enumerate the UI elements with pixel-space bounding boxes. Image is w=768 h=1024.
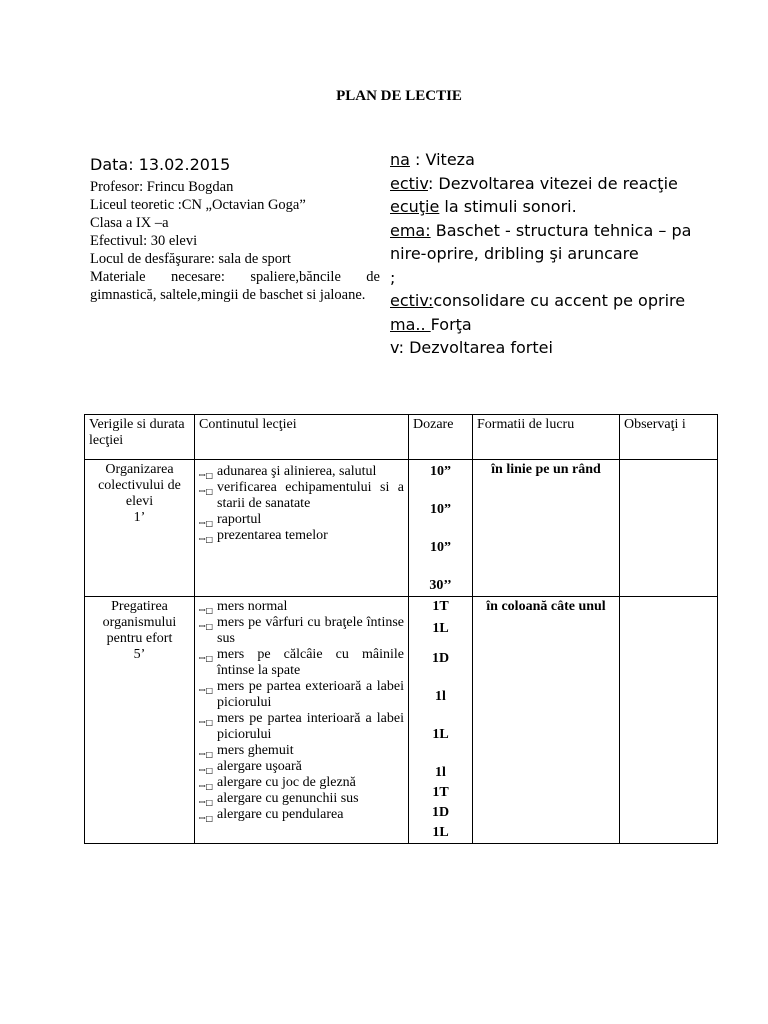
headcount: Efectivul: 30 elevi <box>90 233 198 249</box>
bullet-icon: ꟷ□ <box>199 519 214 528</box>
dosage-value: 1T <box>432 785 449 800</box>
list-item: ꟷ□ mers ghemuit <box>199 743 404 759</box>
location: Locul de desfăşurare: sala de sport <box>90 251 291 267</box>
snippet-line-8: ma.. Forţa <box>390 314 472 334</box>
snippet-line-5: nire-oprire, dribling şi aruncare <box>390 244 639 263</box>
content-cell <box>195 597 409 844</box>
bullet-icon: ꟷ□ <box>199 622 214 631</box>
list-item: ꟷ□ mers pe partea interioară a labei piciorului <box>199 711 404 742</box>
materials: Materiale necesare: spaliere,băncile de gimnastică, saltele,mingii de baschet si jaloane. <box>90 269 380 303</box>
school: Liceul teoretic :CN „Octavian Goga” <box>90 197 306 213</box>
stage-cell <box>85 597 195 844</box>
snippet-line-7: ectiv:consolidare cu accent pe oprire <box>390 291 686 310</box>
list-item: ꟷ□ prezentarea temelor <box>199 528 404 544</box>
bullet-icon: ꟷ□ <box>199 487 214 496</box>
lesson-info <box>90 156 380 304</box>
observations-cell <box>620 597 718 844</box>
bullet-icon: ꟷ□ <box>199 798 214 807</box>
bullet-icon: ꟷ□ <box>199 535 214 544</box>
dosage-cell <box>409 597 473 844</box>
bullet-icon: ꟷ□ <box>199 782 214 791</box>
dosage-value: 10” <box>430 502 451 517</box>
class: Clasa a IX –a <box>90 215 169 231</box>
stage-cell <box>85 460 195 597</box>
dosage-value: 1L <box>432 621 449 636</box>
page-title: PLAN DE LECTIE <box>336 88 462 104</box>
dosage-value: 30’’ <box>429 578 452 593</box>
snippet-line-2: ectiv: Dezvoltarea vitezei de reacţie <box>390 173 678 193</box>
dosage-cell <box>409 460 473 597</box>
dosage-value: 1L <box>432 825 449 840</box>
dosage-value: 1l <box>435 765 446 780</box>
lesson-date: Data: 13.02.2015 <box>90 155 231 174</box>
snippet-line-9: v: Dezvoltarea fortei <box>390 338 553 353</box>
table-row <box>85 597 718 844</box>
table-row <box>85 460 718 597</box>
dosage-value: 1D <box>431 651 450 666</box>
stage-duration: 1’ <box>133 510 146 525</box>
bullet-icon: ꟷ□ <box>199 471 214 480</box>
dosage-value: 10” <box>430 540 451 555</box>
stage-name: Organizarea colectivului de elevi <box>98 462 181 509</box>
snippet-line-4: ema: Baschet - structura tehnica – pa <box>390 220 692 240</box>
stage-duration: 5’ <box>133 647 146 662</box>
list-item: ꟷ□ alergare cu joc de gleznă <box>199 775 404 791</box>
list-item: ꟷ□ mers pe vârfuri cu braţele întinse sus <box>199 615 404 646</box>
dosage-value: 1D <box>431 805 450 820</box>
bullet-icon: ꟷ□ <box>199 814 214 823</box>
bullet-icon: ꟷ□ <box>199 766 214 775</box>
lesson-objectives-snippet <box>390 148 710 353</box>
list-item: ꟷ□ verificarea echipamentului si a starii de sanatate <box>199 480 404 511</box>
list-item: ꟷ□ raportul <box>199 512 404 528</box>
dosage-value: 1T <box>432 599 449 614</box>
dosage-value: 1L <box>432 727 449 742</box>
list-item: ꟷ□ mers normal <box>199 599 404 615</box>
table-header-row <box>85 415 718 460</box>
list-item: ꟷ□ mers pe partea exterioară a labei piciorului <box>199 679 404 710</box>
header-formatii: Formatii de lucru <box>473 415 620 460</box>
dosage-value: 1l <box>435 689 446 704</box>
bullet-icon: ꟷ□ <box>199 750 214 759</box>
bullet-icon: ꟷ□ <box>199 654 214 663</box>
lesson-plan-table <box>84 414 718 844</box>
stage-name: Pregatirea organismului pentru efort <box>102 599 177 646</box>
list-item: ꟷ□ adunarea şi alinierea, salutul <box>199 464 404 480</box>
header-dozare: Dozare <box>409 415 473 460</box>
teacher: Profesor: Frincu Bogdan <box>90 179 234 195</box>
observations-cell <box>620 460 718 597</box>
header-continut: Continutul lecţiei <box>195 415 409 460</box>
list-item: ꟷ□ alergare uşoară <box>199 759 404 775</box>
snippet-line-1: na : Viteza <box>390 150 475 169</box>
formation-cell: în coloană câte unul <box>473 597 620 844</box>
header-observatii: Observaţi i <box>620 415 718 460</box>
bullet-icon: ꟷ□ <box>199 606 214 615</box>
content-cell <box>195 460 409 597</box>
dosage-value: 10” <box>430 464 451 479</box>
snippet-line-3: ecuţie la stimuli sonori. <box>390 197 577 216</box>
snippet-line-6: ; <box>390 267 396 287</box>
bullet-icon: ꟷ□ <box>199 718 214 727</box>
header-verigile: Verigile si durata lecţiei <box>85 415 195 460</box>
formation-cell: în linie pe un rând <box>473 460 620 597</box>
bullet-icon: ꟷ□ <box>199 686 214 695</box>
list-item: ꟷ□ alergare cu pendularea <box>199 807 404 823</box>
list-item: ꟷ□ mers pe călcâie cu mâinile întinse la spate <box>199 647 404 678</box>
list-item: ꟷ□ alergare cu genunchii sus <box>199 791 404 807</box>
